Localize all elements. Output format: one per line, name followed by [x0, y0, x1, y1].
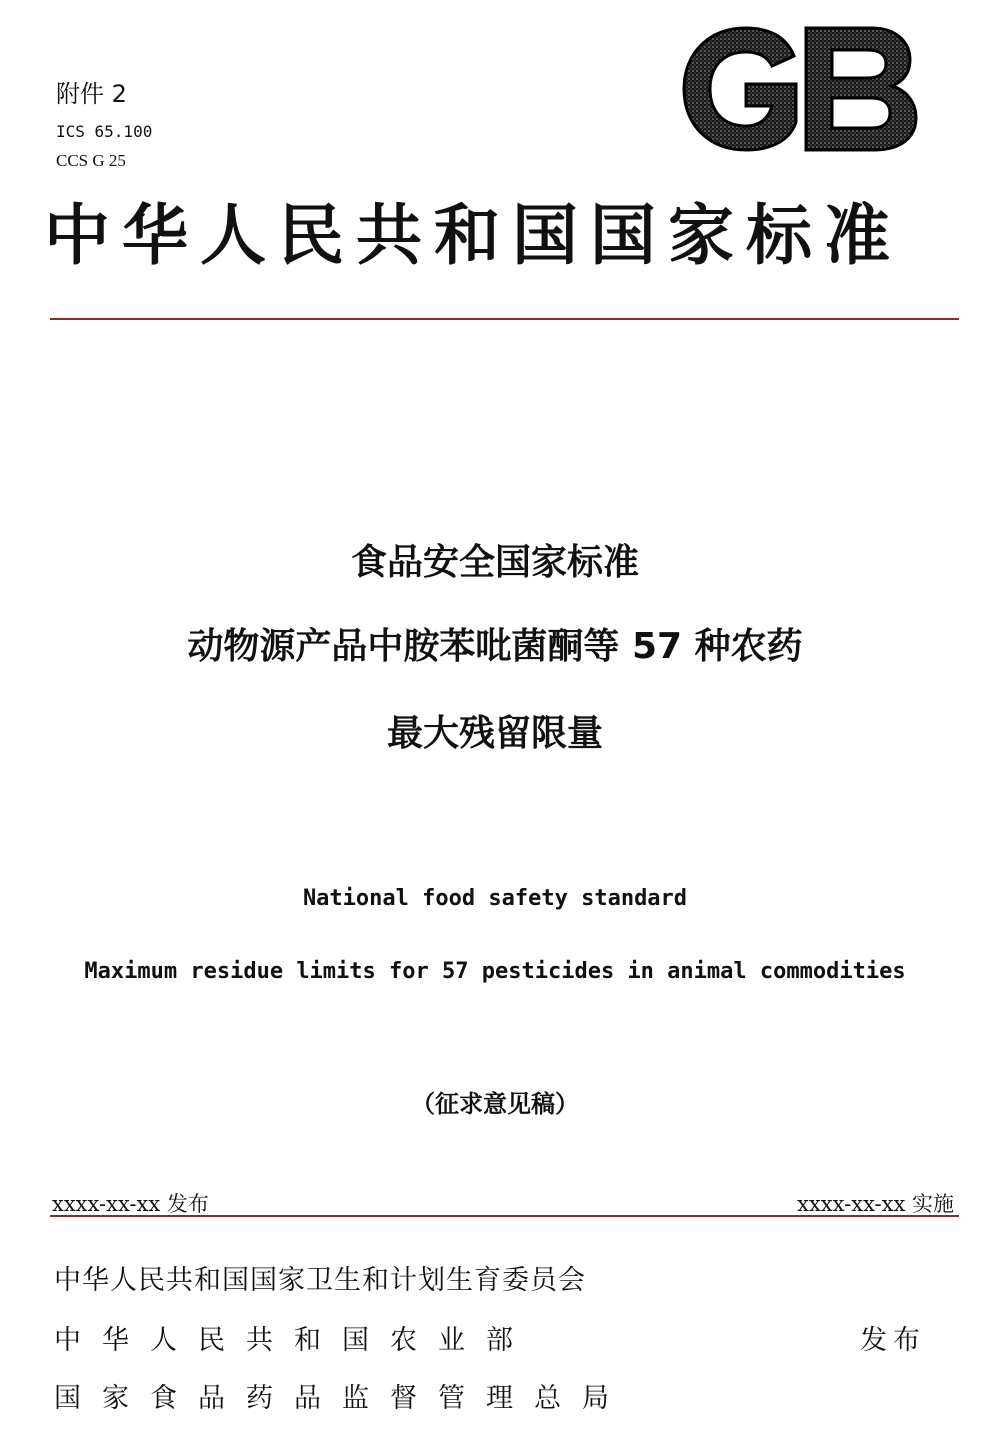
ics-code: ICS 65.100: [56, 122, 153, 141]
bottom-divider: [50, 1215, 959, 1217]
english-title-line-2: Maximum residue limits for 57 pesticides in animal commodities: [84, 959, 906, 984]
gb-logo: [676, 22, 920, 156]
standard-title-line-2: 动物源产品中胺苯吡菌酮等 57 种农药: [187, 626, 803, 667]
issue-word: 发布: [860, 1325, 926, 1356]
implement-date: xxxx-xx-xx 实施: [797, 1192, 954, 1216]
standard-title-line-1: 食品安全国家标准: [350, 542, 639, 583]
english-title-line-1: National food safety standard: [302, 886, 688, 911]
issuer-health-commission: 中华人民共和国国家卫生和计划生育委员会: [54, 1265, 586, 1296]
issuer-ministry-agriculture: 中华人民共和国农业部: [54, 1325, 534, 1356]
publish-date: xxxx-xx-xx 发布: [52, 1192, 209, 1216]
national-standard-title: 中华人民共和国国家标准: [44, 197, 902, 274]
attachment-label: 附件 2: [56, 80, 127, 108]
draft-label: （征求意见稿）: [411, 1090, 579, 1118]
gb-logo-text: GB: [676, 22, 678, 23]
standard-title-line-3: 最大残留限量: [386, 713, 603, 754]
top-divider: [50, 318, 959, 320]
ccs-code: CCS G 25: [56, 151, 126, 170]
issuer-food-drug-administration: 国家食品药品监督管理总局: [54, 1383, 630, 1414]
